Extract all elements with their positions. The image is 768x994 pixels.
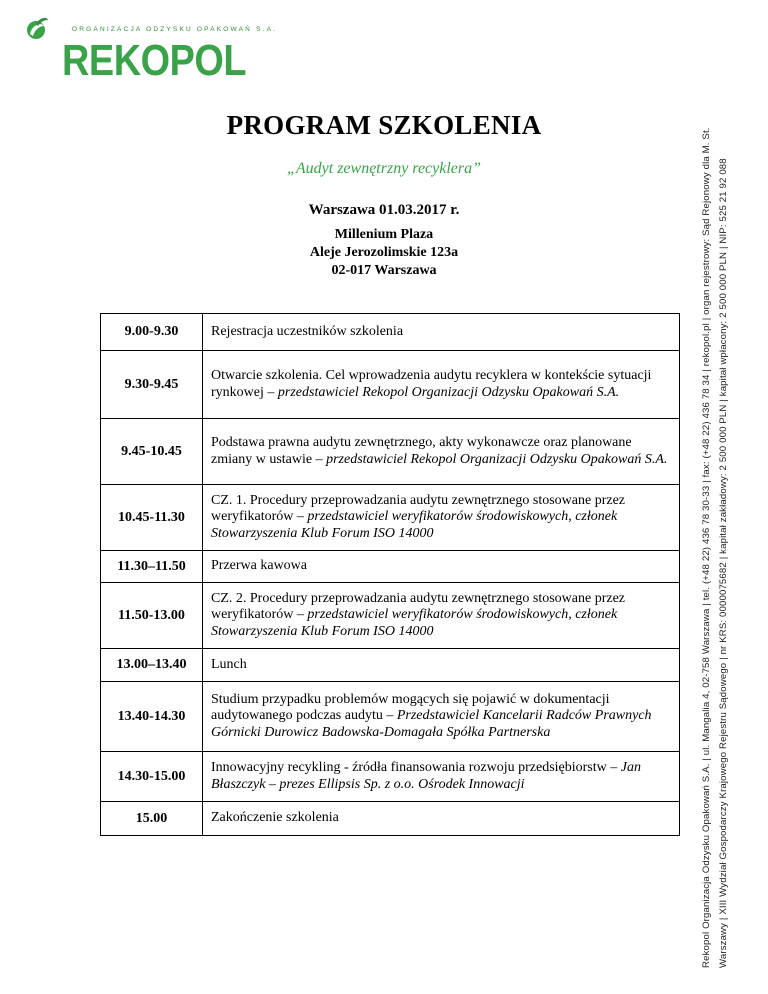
time-cell: 9.45-10.45 (101, 419, 203, 485)
logo-tagline: ORGANIZACJA ODZYSKU OPAKOWAŃ S.A. (72, 26, 278, 33)
table-row (101, 419, 680, 485)
description-cell: Otwarcie szkolenia. Cel wprowadzenia audytu recyklera w kontekście sytuacji rynkowej – przedstawiciel Rekopol Organizacji Odzysku Opakowań S.A. (203, 351, 680, 419)
table-row (101, 551, 680, 583)
description-cell: Innowacyjny recykling - źródła finansowania rozwoju przedsiębiorstw – Jan Błaszczyk – prezes Ellipsis Sp. z o.o. Ośrodek Innowacji (203, 752, 680, 802)
description-cell: CZ. 1. Procedury przeprowadzania audytu zewnętrznego stosowane przez weryfikatorów – przedstawiciel weryfikatorów środowiskowych, członek Stowarzyszenia Klub Forum ISO 14000 (203, 485, 680, 551)
description-cell: CZ. 2. Procedury przeprowadzania audytu zewnętrznego stosowane przez weryfikatorów – przedstawiciel weryfikatorów środowiskowych, członek Stowarzyszenia Klub Forum ISO 14000 (203, 583, 680, 649)
time-cell: 9.30-9.45 (101, 351, 203, 419)
time-cell: 14.30-15.00 (101, 752, 203, 802)
table-row (101, 752, 680, 802)
table-row (101, 314, 680, 351)
schedule-table (100, 313, 680, 836)
time-cell: 11.50-13.00 (101, 583, 203, 649)
logo-wordmark: REKOPOL (62, 36, 247, 85)
time-cell: 13.00–13.40 (101, 649, 203, 682)
company-info-line-2: Warszawy | XIII Wydział Gospodarczy Krajowego Rejestru Sądowego | nr KRS: 0000075682 | kapitał zakładowy: 2 500 000 PLN | kapitał wpłacony: 2 500 000 PLN | NIP: 525 21 92 088 (718, 158, 729, 968)
table-row (101, 682, 680, 752)
description-cell: Przerwa kawowa (203, 551, 680, 583)
description-cell: Lunch (203, 649, 680, 682)
description-cell: Rejestracja uczestników szkolenia (203, 314, 680, 351)
event-date: Warszawa 01.03.2017 r. (308, 202, 460, 218)
description-cell: Studium przypadku problemów mogących się pojawić w dokumentacji audytowanego podczas audytu – Przedstawiciel Kancelarii Radców Prawnych Górnicki Durowicz Badowska-Domagała Spółka Partnerska (203, 682, 680, 752)
time-cell: 9.00-9.30 (101, 314, 203, 351)
table-row (101, 583, 680, 649)
time-cell: 15.00 (101, 802, 203, 836)
table-row (101, 802, 680, 836)
venue-city: 02-017 Warszawa (331, 263, 437, 278)
description-cell: Podstawa prawna audytu zewnętrznego, akty wykonawcze oraz planowane zmiany w ustawie – przedstawiciel Rekopol Organizacji Odzysku Opakowań S.A. (203, 419, 680, 485)
venue-name: Millenium Plaza (334, 227, 434, 242)
table-row (101, 351, 680, 419)
company-footer (697, 0, 743, 994)
time-cell: 13.40-14.30 (101, 682, 203, 752)
table-row (101, 649, 680, 682)
time-cell: 10.45-11.30 (101, 485, 203, 551)
venue-street: Aleje Jerozolimskie 123a (309, 245, 459, 260)
table-row (101, 485, 680, 551)
venue-address (0, 226, 768, 280)
description-cell: Zakończenie szkolenia (203, 802, 680, 836)
company-info-line-1: Rekopol Organizacja Odzysku Opakowań S.A. | ul. Mangalia 4, 02-758 Warszawa | tel. (+48 22) 436 78 30-33 | fax: (+48 22) 436 78 34 | rekopol.pl | organ rejestrowy: Sąd Rejonowy dla M. St. (701, 127, 712, 968)
page-title: PROGRAM SZKOLENIA (226, 110, 542, 140)
training-subtitle: „Audyt zewnętrzny recyklera” (286, 160, 482, 177)
time-cell: 11.30–11.50 (101, 551, 203, 583)
rekopol-logo (22, 12, 278, 85)
